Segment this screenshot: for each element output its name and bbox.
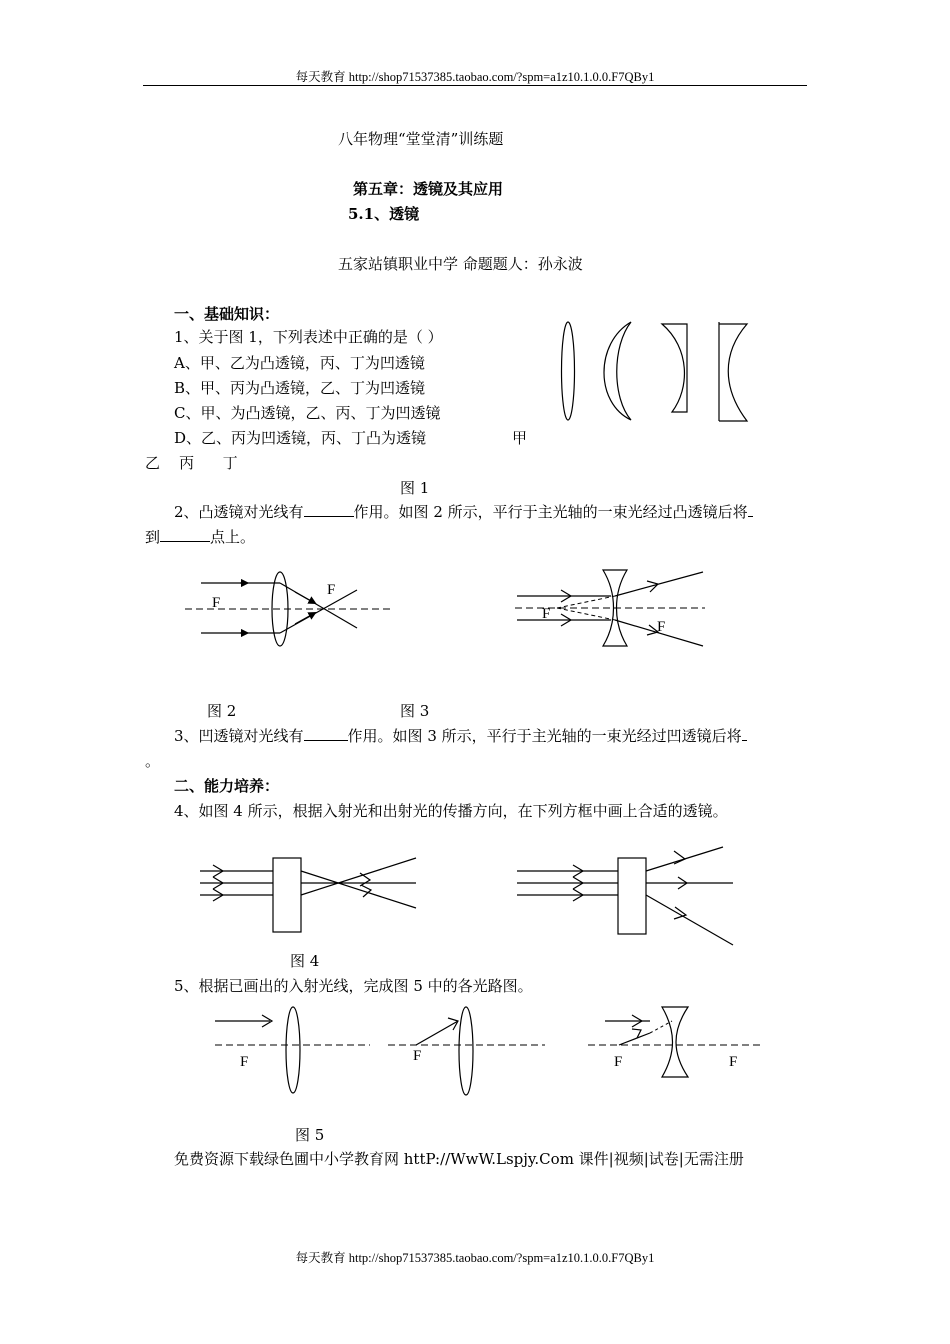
q1-option-c: C、甲、为凸透镜，乙、丙、丁为凹透镜 (174, 404, 441, 422)
fig4-right-ray-3-out (646, 895, 733, 945)
q2-text-b: 作用。如图 2 所示，平行于主光轴的一束光经过凸透镜后将 (353, 503, 748, 521)
q2-blank-3[interactable] (160, 527, 210, 542)
q2-line2 (145, 526, 255, 547)
fig5c-label-f-right: F (729, 1054, 738, 1070)
fig3-dashed-bottom (557, 608, 615, 620)
q1-option-a: A、甲、乙为凸透镜，丙、丁为凹透镜 (174, 354, 425, 372)
fig3-dashed-top (557, 596, 615, 608)
author-line: 五家站镇职业中学 命题题人：孙永波 (338, 255, 583, 273)
fig5a-label-f: F (240, 1054, 249, 1070)
figure-5 (210, 1003, 770, 1103)
fig5c-concave-lens[interactable] (662, 1007, 688, 1077)
q2-text-c: 到 (145, 528, 161, 546)
fig5c-label-f-left: F (614, 1054, 623, 1070)
figure-5-caption: 图 5 (295, 1126, 325, 1144)
lens-jia (562, 322, 575, 420)
fig2-ray-bottom-out (280, 590, 357, 633)
q2-blank-2[interactable] (748, 502, 753, 517)
part2-heading: 二、能力培养： (174, 777, 280, 795)
q3-blank-1[interactable] (304, 726, 348, 741)
resource-ad[interactable]: 免费资源下载绿色圃中小学教育网 httP://WwW.Lspjy.Com 课件|视频|试卷|无需注册 (174, 1150, 744, 1168)
q2-blank-1[interactable] (304, 502, 354, 517)
q1-stem: 1、关于图 1，下列表述中正确的是（ ） (174, 328, 443, 346)
fig2-label-f-right: F (327, 582, 336, 598)
lens-bing (662, 324, 687, 412)
part1-heading: 一、基础知识： (174, 305, 280, 323)
chapter-title: 第五章：透镜及其应用 (353, 180, 504, 198)
fig4-right-box[interactable] (618, 858, 646, 934)
q2-line1 (174, 501, 753, 522)
fig4-left-box[interactable] (273, 858, 301, 932)
fig2-arrow-top-out (295, 592, 313, 602)
figure-1 (550, 318, 770, 428)
figure-3-caption: 图 3 (400, 702, 430, 720)
q3-text-b: 作用。如图 3 所示，平行于主光轴的一束光经过凹透镜后将 (347, 727, 742, 745)
figure-4-right (515, 845, 740, 945)
q1-option-b: B、甲、丙为凸透镜，乙、丁为凹透镜 (174, 379, 426, 397)
lens-labels-rest: 乙 丙 丁 (145, 454, 238, 472)
section-title: 5.1、透镜 (348, 205, 420, 223)
fig5c-ray-slant (619, 1033, 650, 1045)
q3-blank-2[interactable] (742, 726, 747, 741)
fig5b-convex-lens[interactable] (459, 1007, 473, 1095)
figure-4-caption: 图 4 (290, 952, 320, 970)
fig2-ray-top-out (280, 583, 357, 628)
figure-2 (185, 570, 395, 650)
fig3-ray-top-out (615, 572, 703, 596)
fig5b-ray (416, 1021, 458, 1045)
page-header: 每天教育 http://shop71537385.taobao.com/?spm=a1z10.1.0.0.F7QBy1 (295, 70, 655, 84)
q3-line2: 。 (145, 752, 161, 770)
page-footer: 每天教育 http://shop71537385.taobao.com/?spm=a1z10.1.0.0.F7QBy1 (295, 1251, 655, 1265)
q4-text: 4、如图 4 所示，根据入射光和出射光的传播方向，在下列方框中画上合适的透镜。 (174, 802, 728, 820)
figure-2-caption: 图 2 (207, 702, 237, 720)
figure-1-caption: 图 1 (400, 479, 430, 497)
header-rule (143, 85, 807, 86)
figure-4-left (198, 855, 423, 940)
fig2-label-f-left: F (212, 595, 221, 611)
fig5b-label-f: F (413, 1048, 422, 1064)
q1-option-d: D、乙、丙为凹透镜，丙、丁凸为透镜 (174, 429, 427, 447)
q2-text-a: 2、凸透镜对光线有 (174, 503, 304, 521)
fig5a-convex-lens[interactable] (286, 1007, 300, 1093)
q3-line1 (174, 725, 747, 746)
fig2-arrow-bottom-out (295, 614, 313, 624)
lens-yi (604, 322, 631, 420)
fig3-label-f-right: F (657, 619, 666, 635)
q2-text-d: 点上。 (210, 528, 256, 546)
figure-3 (515, 568, 715, 653)
fig3-label-f-left: F (542, 606, 551, 622)
lens-ding (719, 322, 747, 421)
lens-label-jia: 甲 (512, 429, 528, 447)
q5-text: 5、根据已画出的入射光线，完成图 5 中的各光路图。 (174, 977, 533, 995)
q3-text-a: 3、凹透镜对光线有 (174, 727, 304, 745)
doc-title: 八年物理“堂堂清”训练题 (338, 130, 504, 148)
